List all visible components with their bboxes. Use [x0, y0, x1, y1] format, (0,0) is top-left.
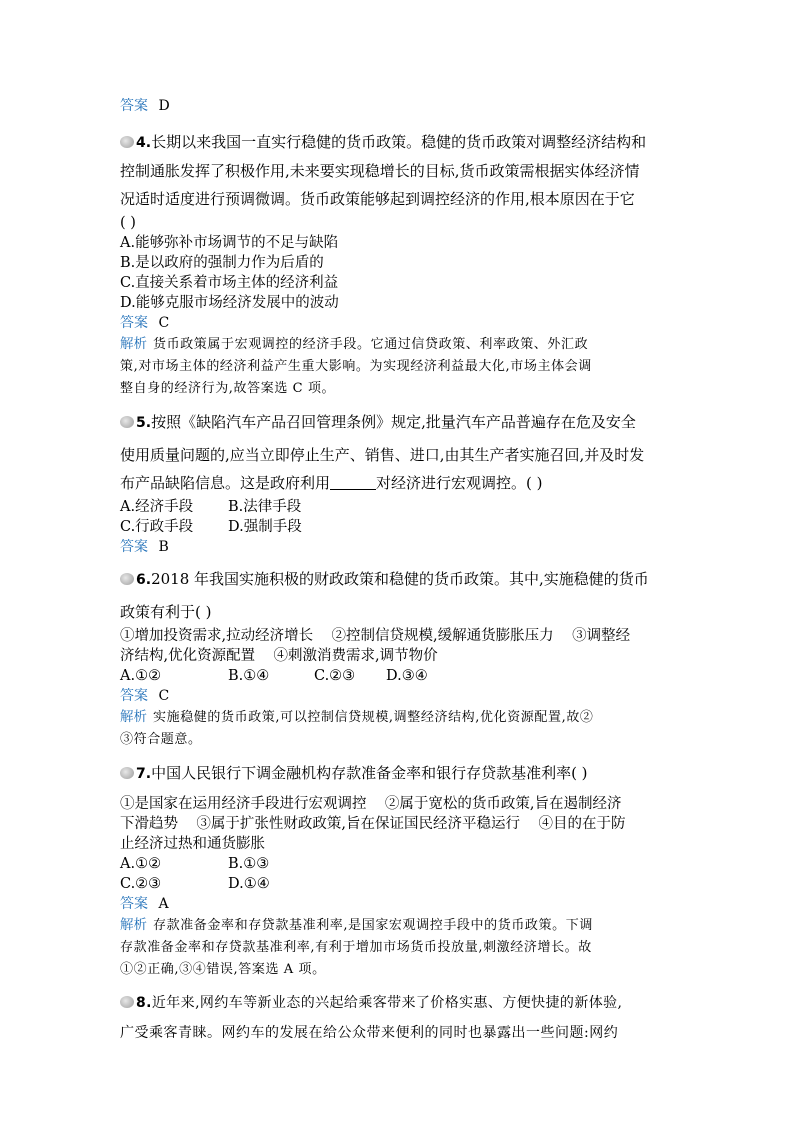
question-4: [120, 128, 680, 400]
q3-answer-line: [120, 96, 680, 116]
q5-line-3: 布产品缺陷信息。这是政府利用 对经济进行宏观调控。( ): [120, 474, 543, 492]
answer-label: 答案: [120, 315, 148, 331]
q4-line-1: [120, 128, 680, 157]
q4-option-c: C.直接关系着市场主体的经济利益: [120, 275, 339, 291]
q7-statements-line-2: 下滑趋势 ③属于扩张性财政政策,旨在保证国民经济平稳运行 ④目的在于防: [120, 816, 626, 832]
q5-line-1: 5.按照《缺陷汽车产品召回管理条例》规定,批量汽车产品普遍存在危及安全: [120, 408, 680, 437]
q4-line-2: 控制通胀发挥了积极作用,未来要实现稳增长的目标,货币政策需根据实体经济情: [120, 162, 640, 180]
q7-answer-line: [120, 894, 680, 914]
q6-option-d: D.③④: [386, 668, 428, 684]
q4-answer-line: [120, 313, 680, 333]
question-bullet-icon: [120, 767, 134, 779]
question-bullet-icon: [120, 136, 134, 148]
question-bullet-icon: [120, 573, 134, 585]
q4-number: 4.: [136, 135, 152, 151]
q7-options-row-1: [120, 854, 680, 874]
q7-option-b: B.①③: [228, 856, 270, 872]
q7-analysis-line-1: 解析 存款准备金率和存贷款基准利率,是国家宏观调控手段中的货币政策。下调: [120, 917, 593, 933]
q8-line-1: 8.近年来,网约车等新业态的兴起给乘客带来了价格实惠、方便快捷的新体验,: [120, 989, 680, 1017]
q5-options-row-1: [120, 497, 680, 517]
q7-option-a: A.①②: [120, 856, 162, 872]
q6-line-1: 6.2018 年我国实施积极的财政政策和稳健的货币政策。其中,实施稳健的货币: [120, 565, 680, 594]
q6-analysis-line-2: ③符合题意。: [120, 732, 202, 747]
answer-label: 答案: [120, 98, 148, 114]
q7-options-row-2: [120, 874, 680, 894]
q5-option-d: D.强制手段: [228, 519, 302, 535]
question-8: [120, 989, 680, 1047]
question-5: [120, 408, 680, 557]
q7-analysis-line-3: ①②正确,③④错误,答案选 A 项。: [120, 962, 326, 977]
q4-option-b: B.是以政府的强制力作为后盾的: [120, 255, 324, 271]
q6-option-a: A.①②: [120, 668, 162, 684]
answer-label: 答案: [120, 539, 148, 555]
analysis-label: 解析: [120, 917, 147, 933]
q6-analysis-line-1: 解析 实施稳健的货币政策,可以控制信贷规模,调整经济结构,优化资源配置,故②: [120, 709, 594, 725]
q7-option-d: D.①④: [228, 876, 270, 892]
q5-option-b: B.法律手段: [228, 499, 302, 515]
q5-option-c: C.行政手段: [120, 519, 194, 535]
q5-answer: B: [158, 539, 169, 555]
document-page: [120, 96, 680, 1047]
question-bullet-icon: [120, 416, 134, 428]
analysis-label: 解析: [120, 709, 147, 725]
q6-options-row: [120, 666, 680, 686]
question-bullet-icon: [120, 996, 134, 1008]
q5-line-2: 使用质量问题的,应当立即停止生产、销售、进口,由其生产者实施召回,并及时发: [120, 446, 645, 464]
q7-line-1: 7.中国人民银行下调金融机构存款准备金率和银行存贷款基准利率( ): [120, 759, 680, 788]
q5-option-a: A.经济手段: [120, 499, 194, 515]
q4-analysis-line-1: 解析 货币政策属于宏观调控的经济手段。它通过信贷政策、利率政策、外汇政: [120, 336, 589, 352]
question-6: [120, 565, 680, 751]
q5-options-row-2: [120, 517, 680, 537]
q4-analysis-line-2: 策,对市场主体的经济利益产生重大影响。为实现经济利益最大化,市场主体会调: [120, 359, 592, 374]
q6-line-2: 政策有利于( ): [120, 603, 212, 621]
fill-blank: [330, 475, 376, 490]
q8-line-2: 广受乘客青睐。网约车的发展在给公众带来便利的同时也暴露出一些问题:网约: [120, 1025, 619, 1041]
q4-blank: ( ): [120, 215, 136, 231]
q7-option-c: C.②③: [120, 876, 162, 892]
q4-option-a: A.能够弥补市场调节的不足与缺陷: [120, 235, 339, 251]
q6-option-c: C.②③: [314, 668, 356, 684]
q4-line-3: 况适时适度进行预调微调。货币政策能够起到调控经济的作用,根本原因在于它: [120, 190, 635, 208]
q4-text: 长期以来我国一直实行稳健的货币政策。稳健的货币政策对调整经济结构和: [151, 133, 647, 151]
q8-number: 8.: [136, 995, 152, 1011]
q7-number: 7.: [136, 766, 152, 782]
q7-answer: A: [158, 896, 169, 912]
q5-number: 5.: [136, 415, 152, 431]
q7-analysis-line-2: 存款准备金率和存贷款基准利率,有利于增加市场货币投放量,刺激经济增长。故: [120, 940, 592, 955]
q7-statements-line-3: 止经济过热和通货膨胀: [120, 836, 265, 852]
q6-statements-line-2: 济结构,优化资源配置 ④刺激消费需求,调节物价: [120, 648, 438, 664]
q3-answer: D: [158, 98, 170, 114]
q4-option-d: D.能够克服市场经济发展中的波动: [120, 295, 339, 311]
q6-statements-line-1: ①增加投资需求,拉动经济增长 ②控制信贷规模,缓解通货膨胀压力 ③调整经: [120, 628, 631, 644]
q4-answer: C: [158, 315, 170, 331]
answer-label: 答案: [120, 688, 148, 704]
question-7: [120, 759, 680, 981]
q6-option-b: B.①④: [228, 668, 270, 684]
q4-analysis-line-3: 整自身的经济行为,故答案选 C 项。: [120, 381, 336, 396]
q6-answer: C: [158, 688, 170, 704]
q7-statements-line-1: ①是国家在运用经济手段进行宏观调控 ②属于宽松的货币政策,旨在遏制经济: [120, 796, 622, 812]
answer-label: 答案: [120, 896, 148, 912]
q5-answer-line: [120, 537, 680, 557]
analysis-label: 解析: [120, 336, 147, 352]
q6-number: 6.: [136, 572, 152, 588]
q6-answer-line: [120, 686, 680, 706]
